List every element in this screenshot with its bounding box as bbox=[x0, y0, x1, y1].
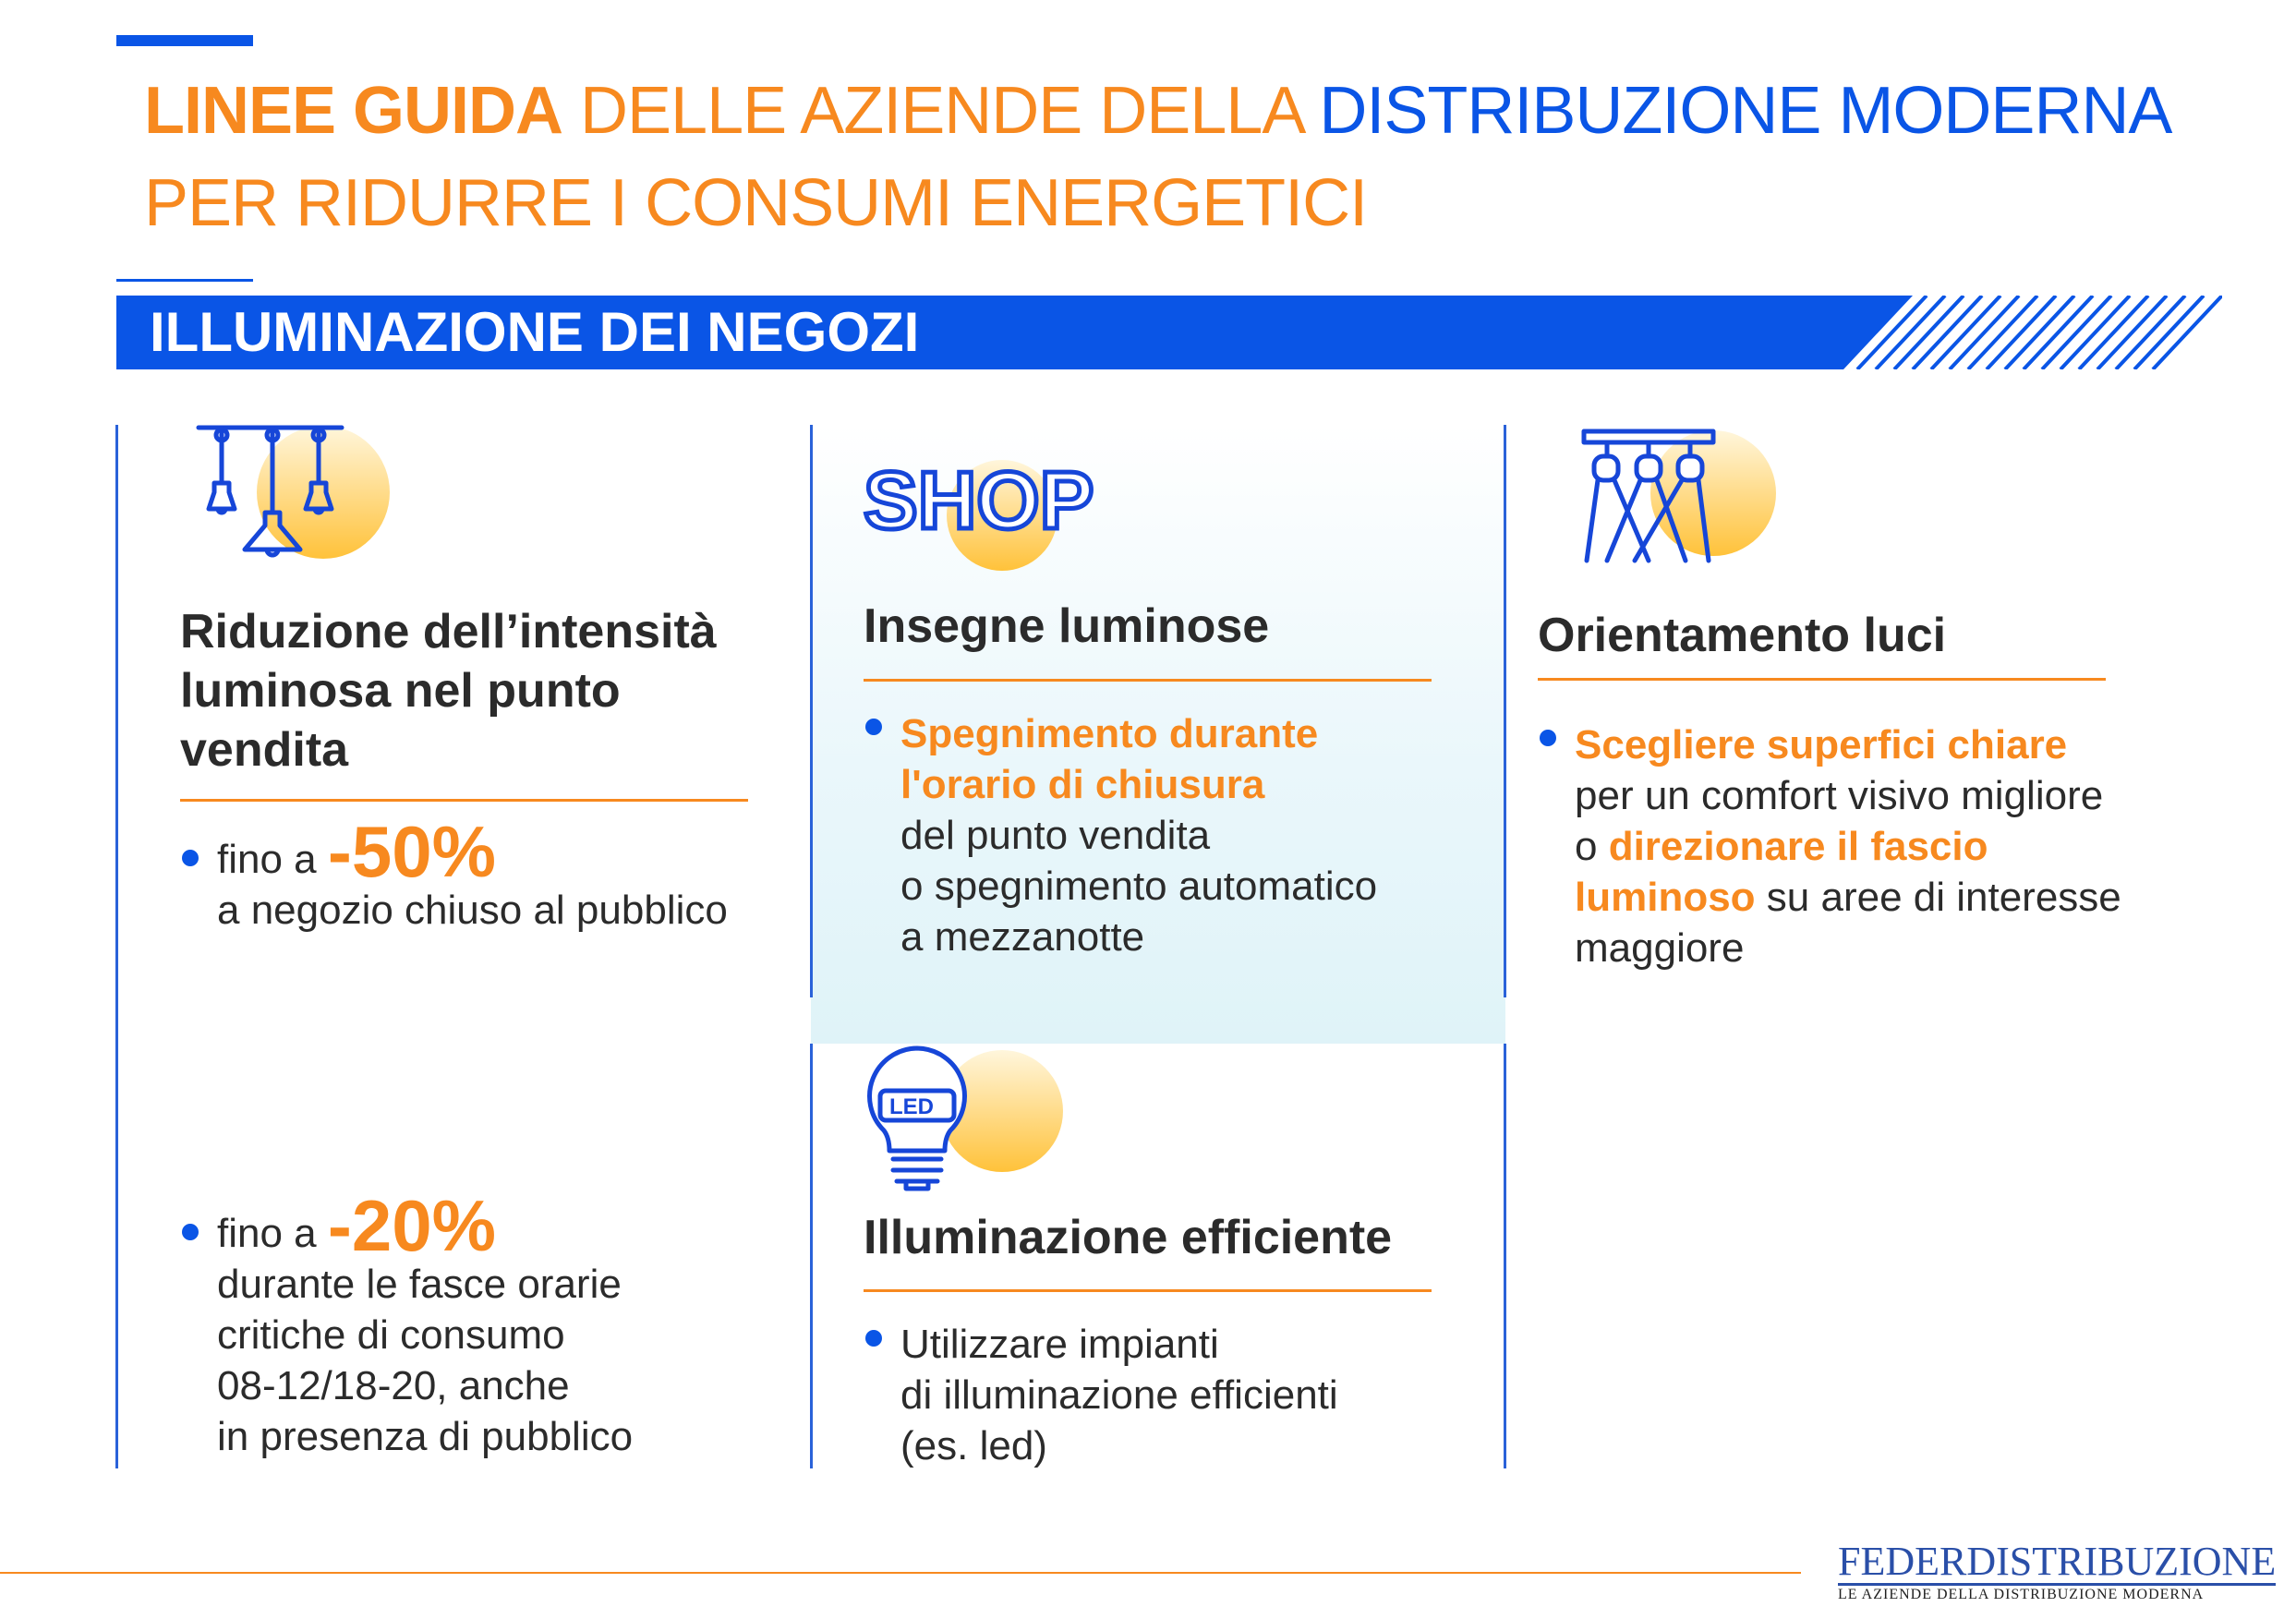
bullet-text: (es. led) bbox=[900, 1423, 1047, 1468]
title-blue: DISTRIBUZIONE MODERNA bbox=[1319, 74, 2172, 148]
bullet-text: su aree di interesse bbox=[1755, 875, 2121, 920]
bullet-text: durante le fasce orarie bbox=[217, 1262, 622, 1307]
card1-rule bbox=[180, 799, 748, 802]
card1-heading bbox=[180, 602, 717, 779]
card1-bullet2 bbox=[217, 1185, 634, 1462]
bullet-highlight: direzionare il fascio bbox=[1608, 824, 1988, 869]
section-title: ILLUMINAZIONE DEI NEGOZI bbox=[150, 301, 920, 363]
card4-rule bbox=[1538, 678, 2106, 681]
title-orange: DELLE AZIENDE DELLA bbox=[562, 74, 1320, 148]
led-bulb-icon bbox=[864, 1039, 1067, 1201]
bullet-text: Utilizzare impianti bbox=[900, 1322, 1219, 1367]
title-bold: LINEE GUIDA bbox=[144, 74, 563, 148]
bullet-highlight: Scegliere superfici chiare bbox=[1575, 722, 2068, 767]
card2-bullet1 bbox=[900, 708, 1377, 962]
card1-bullet1 bbox=[217, 811, 728, 936]
bullet-text: del punto vendita bbox=[900, 813, 1211, 858]
card4-bullet1 bbox=[1575, 719, 2121, 973]
bullet-text: a negozio chiuso al pubblico bbox=[217, 888, 728, 933]
bullet-text: o bbox=[1575, 824, 1609, 869]
footer-rule bbox=[0, 1572, 1801, 1574]
card3-bullet1 bbox=[900, 1319, 1338, 1471]
card3-heading: Illuminazione efficiente bbox=[864, 1211, 1393, 1264]
bullet-text: maggiore bbox=[1575, 925, 1745, 971]
spotlights-icon bbox=[1579, 427, 1787, 574]
bullet-dot bbox=[1540, 730, 1556, 746]
bullet-text: o spegnimento automatico bbox=[900, 864, 1378, 909]
bullet-text: a mezzanotte bbox=[900, 914, 1145, 960]
card1-heading-line: Riduzione dell’intensità bbox=[180, 605, 717, 658]
title-line2: PER RIDURRE I CONSUMI ENERGETICI bbox=[144, 166, 1368, 240]
bullet-text: di illuminazione efficienti bbox=[900, 1372, 1338, 1418]
bullet-text: critiche di consumo bbox=[217, 1312, 565, 1358]
stat-value: -20% bbox=[327, 1185, 496, 1266]
divider bbox=[116, 279, 253, 282]
card2-heading: Insegne luminose bbox=[864, 599, 1270, 653]
shop-text: SHOP bbox=[864, 454, 1094, 546]
bullet-text: fino a bbox=[217, 837, 328, 882]
federdistribuzione-logo: FEDERDISTRIBUZIONE bbox=[1838, 1539, 2277, 1584]
bullet-text: per un comfort visivo migliore bbox=[1575, 773, 2104, 818]
stat-value: -50% bbox=[327, 811, 496, 892]
page-title bbox=[144, 65, 2268, 249]
column-divider bbox=[810, 425, 813, 997]
column-divider bbox=[810, 1044, 813, 1468]
column-divider bbox=[1504, 1044, 1506, 1468]
bullet-highlight: Spegnimento durante bbox=[900, 711, 1319, 756]
bullet-highlight: luminoso bbox=[1575, 875, 1756, 920]
column-divider bbox=[115, 425, 118, 1468]
led-text: LED bbox=[889, 1094, 934, 1119]
bullet-dot bbox=[182, 850, 199, 866]
bullet-text: fino a bbox=[217, 1211, 328, 1256]
column-divider bbox=[1504, 425, 1506, 997]
bullet-text: 08-12/18-20, anche bbox=[217, 1363, 570, 1408]
shop-sign-icon bbox=[854, 453, 1104, 582]
top-accent-bar bbox=[116, 35, 253, 46]
card4-heading: Orientamento luci bbox=[1538, 609, 1947, 662]
card1-heading-line: luminosa nel punto bbox=[180, 664, 621, 718]
pendant-lamps-icon bbox=[194, 420, 402, 582]
bullet-dot bbox=[865, 719, 882, 735]
logo-tagline: LE AZIENDE DELLA DISTRIBUZIONE MODERNA bbox=[1838, 1587, 2205, 1602]
card1-heading-line: vendita bbox=[180, 723, 349, 777]
card2-rule bbox=[864, 679, 1432, 682]
bullet-highlight: l'orario di chiusura bbox=[900, 762, 1265, 807]
bullet-text: in presenza di pubblico bbox=[217, 1414, 634, 1459]
bullet-dot bbox=[865, 1330, 882, 1347]
card3-rule bbox=[864, 1289, 1432, 1292]
bullet-dot bbox=[182, 1224, 199, 1240]
